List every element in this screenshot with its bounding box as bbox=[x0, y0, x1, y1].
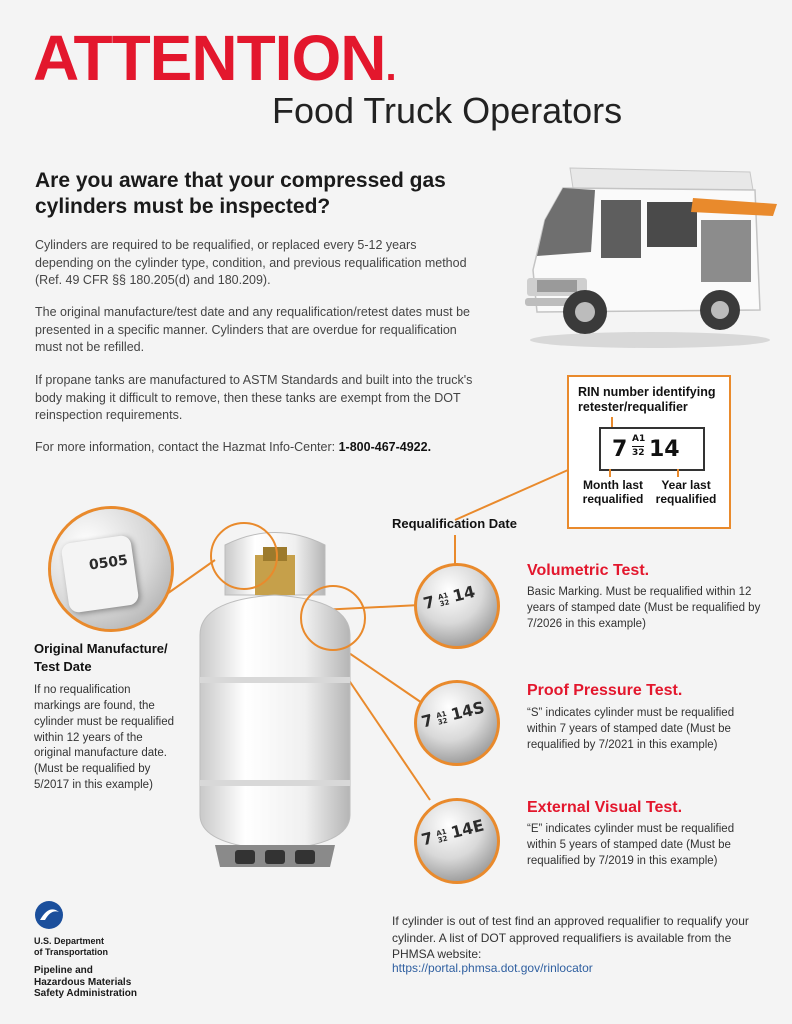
contact-line: For more information, contact the Hazmat Info-Center: 1-800-467-4922. bbox=[35, 440, 432, 454]
footer-text: If cylinder is out of test find an approved requalifier to requalify your cylinder. A list of DOT approved requalifiers is available from the PHMSA website: bbox=[392, 914, 749, 962]
original-text: If no requalification markings are found, the cylinder must be requalified within 12 years of the original manufacture date. (Must be requalified by 5/2017 in this example) bbox=[34, 684, 174, 792]
intro-paragraph-1: Cylinders are required to be requalified, or replaced every 5-12 years depending on the cylinder type, condition, and previous requalification method (Ref. 49 CFR §§ 180.205(d) and 180.209). bbox=[35, 238, 467, 287]
external-visual-test-title: External Visual Test. bbox=[527, 799, 683, 816]
original-stamp: 0505 bbox=[88, 552, 129, 574]
attention-title: ATTENTION. bbox=[33, 22, 396, 94]
stamp-rin-bottom: 32 bbox=[632, 448, 645, 458]
rin-title: RIN number identifying retester/requalifier bbox=[578, 385, 716, 414]
original-heading: Original Manufacture/ Test Date bbox=[34, 641, 168, 674]
volumetric-stamp: 7 A1 32 14 bbox=[421, 581, 478, 614]
volumetric-test-title: Volumetric Test. bbox=[527, 562, 650, 579]
tank-collar-callout-circle bbox=[300, 585, 366, 651]
volumetric-test-text: Basic Marking. Must be requalified within 12 years of stamped date (Must be requalified by 7/2026 in this example) bbox=[527, 586, 761, 630]
proof-pressure-test-text: “S” indicates cylinder must be requalified within 7 years of stamped date (Must be requalified by 7/2021 in this example) bbox=[527, 707, 735, 751]
tank-handle-callout-circle bbox=[210, 522, 278, 590]
stamp-rin-top: A1 bbox=[632, 434, 646, 444]
volumetric-stamp-magnifier bbox=[414, 563, 500, 649]
proof-pressure-stamp-magnifier bbox=[414, 680, 500, 766]
stamp-year: 14 bbox=[649, 437, 680, 462]
dot-department-name: U.S. Department of Transportation bbox=[34, 936, 108, 957]
intro-paragraph-3: If propane tanks are manufactured to ASTM Standards and built into the truck's body making it difficult to remove, then these tanks are exempt from the DOT reinspection requirements. bbox=[35, 373, 473, 422]
month-label: Month last requalified bbox=[582, 478, 644, 507]
dot-logo-icon bbox=[34, 900, 64, 930]
proof-pressure-stamp: 7 A1 32 14S bbox=[419, 697, 487, 732]
stamp-month: 7 bbox=[612, 437, 628, 462]
rin-locator-link[interactable]: https://portal.phmsa.dot.gov/rinlocator bbox=[392, 961, 593, 975]
page-subtitle: Food Truck Operators bbox=[272, 90, 623, 131]
original-date-magnifier bbox=[48, 506, 174, 632]
proof-pressure-test-title: Proof Pressure Test. bbox=[527, 682, 683, 699]
year-label: Year last requalified bbox=[655, 478, 717, 507]
external-visual-test-text: “E” indicates cylinder must be requalified within 5 years of stamped date (Must be requalified by 7/2019 in this example) bbox=[527, 823, 735, 867]
phmsa-agency-name: Pipeline and Hazardous Materials Safety Administration bbox=[34, 965, 137, 999]
external-visual-stamp-magnifier bbox=[414, 798, 500, 884]
contact-phone: 1-800-467-4922. bbox=[338, 440, 432, 454]
requalification-date-label: Requalification Date bbox=[392, 516, 517, 531]
intro-question: Are you aware that your compressed gas cylinders must be inspected? bbox=[35, 169, 446, 219]
propane-tank-illustration bbox=[185, 525, 365, 875]
external-visual-stamp: 7 A1 32 14E bbox=[419, 815, 486, 850]
intro-paragraph-2: The original manufacture/test date and any requalification/retest dates must be presented in a specific manner. Cylinders that are overdue for requalification must not be refilled. bbox=[35, 305, 470, 354]
